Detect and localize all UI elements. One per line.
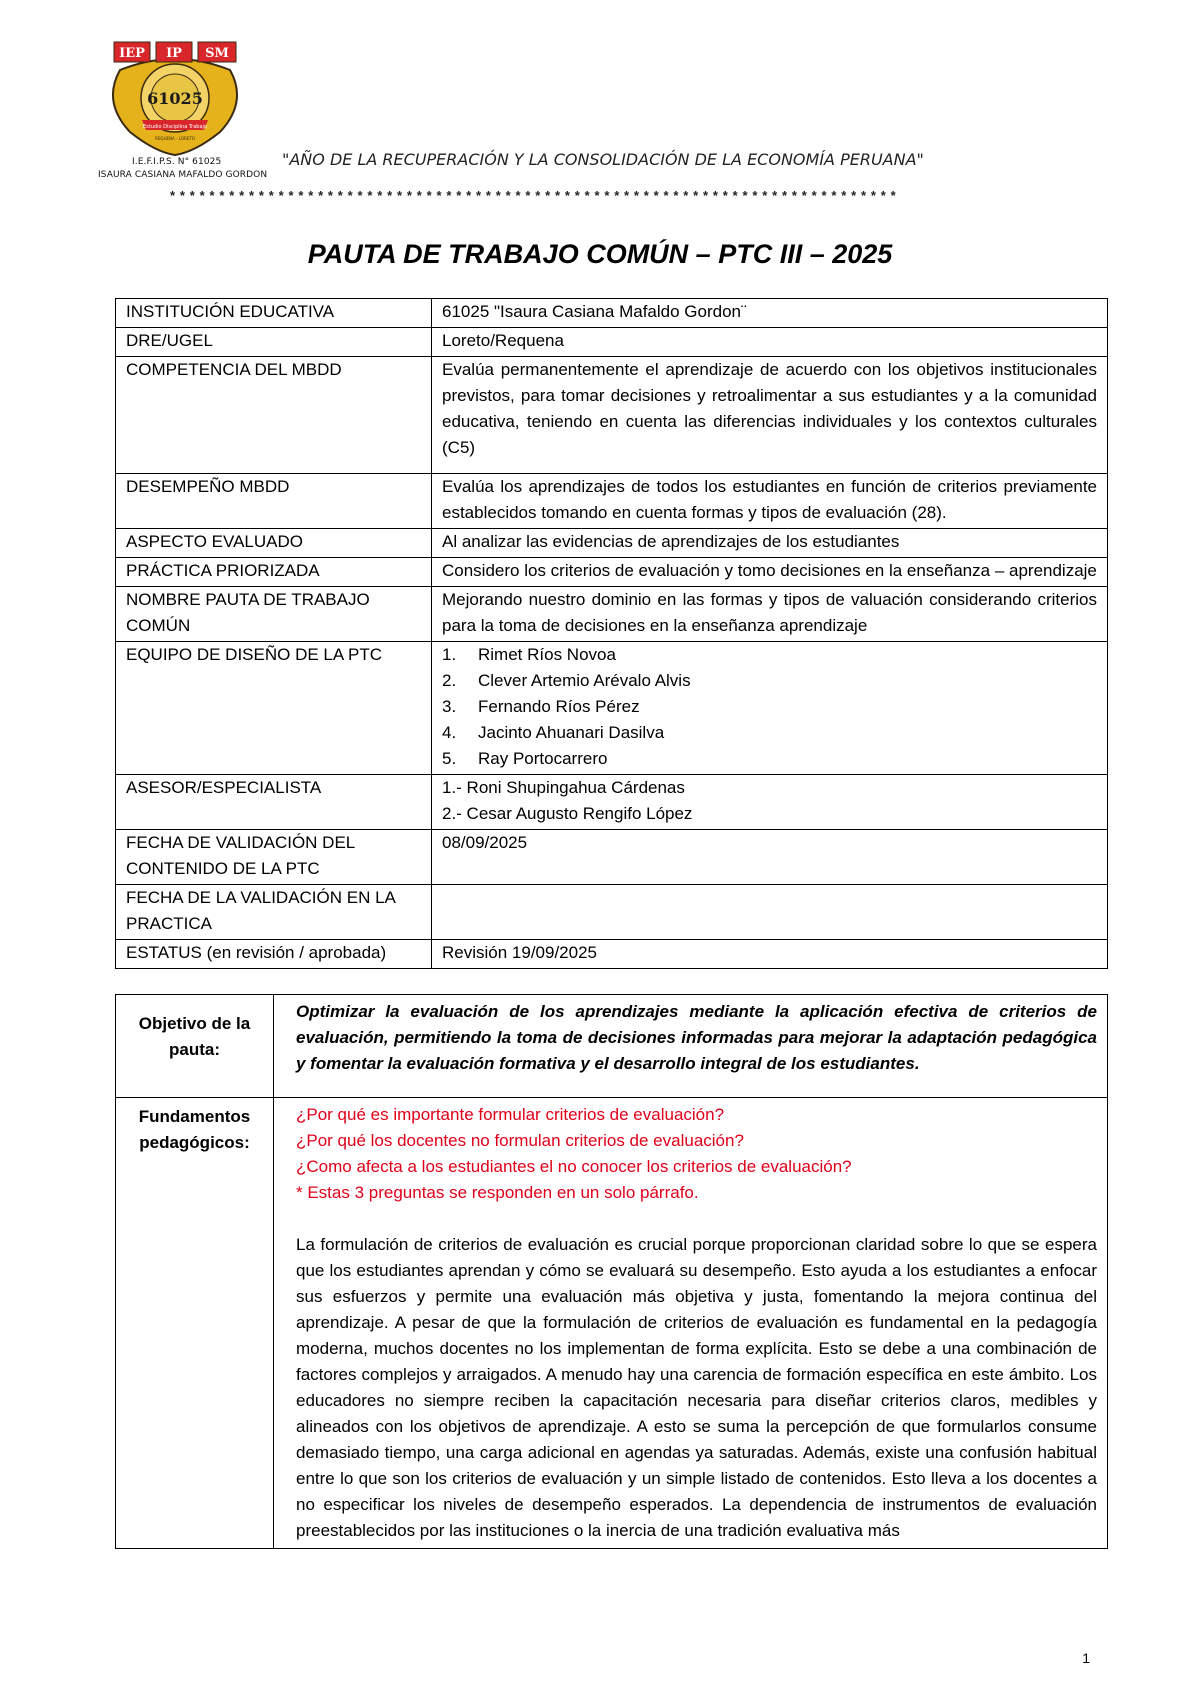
foundations-cell (274, 1098, 1108, 1549)
team-member-name: Fernando Ríos Pérez (478, 697, 640, 716)
table-row (116, 587, 1108, 642)
objective-cell (274, 995, 1108, 1098)
nombre-label: NOMBRE PAUTA DE TRABAJO COMÚN (116, 587, 432, 642)
table-row (116, 940, 1108, 969)
list-item (442, 694, 1097, 720)
svg-text:61025: 61025 (147, 89, 203, 108)
document-title: PAUTA DE TRABAJO COMÚN – PTC III – 2025 (307, 239, 893, 269)
svg-text:REQUENA - LORETO: REQUENA - LORETO (155, 136, 195, 141)
svg-text:Estudio Disciplina Trabajo: Estudio Disciplina Trabajo (143, 124, 207, 130)
school-crest-icon (100, 40, 250, 158)
svg-text:SM: SM (205, 46, 229, 61)
table-row (116, 474, 1108, 529)
list-item (442, 668, 1097, 694)
competencia-label: COMPETENCIA DEL MBDD (116, 357, 432, 474)
table-row (116, 775, 1108, 830)
table-row (116, 830, 1108, 885)
team-list (442, 642, 1097, 772)
list-number: 1. (442, 645, 457, 664)
objective-text: Optimizar la evaluación de los aprendizajes mediante la aplicación efectiva de criterios de evaluación, permitiendo la toma de decisiones informadas para mejorar la adaptación pedagógica y fomentar la evaluación formativa y el desarrollo integral de los estudiantes. (296, 1002, 1097, 1073)
table-row (116, 299, 1108, 328)
asesor-name: 2.- Cesar Augusto Rengifo López (442, 804, 693, 823)
dre-label: DRE/UGEL (116, 328, 432, 357)
objective-table (115, 994, 1108, 1549)
dre-value: Loreto/Requena (432, 328, 1108, 357)
team-member-name: Clever Artemio Arévalo Alvis (478, 671, 691, 690)
list-number: 5. (442, 749, 457, 768)
institution-label: INSTITUCIÓN EDUCATIVA (116, 299, 432, 328)
table-row (116, 558, 1108, 587)
institution-name: ISAURA CASIANA MAFALDO GORDON (98, 170, 268, 180)
desempeno-label: DESEMPEÑO MBDD (116, 474, 432, 529)
table-row (116, 357, 1108, 474)
fecha-contenido-value: 08/09/2025 (432, 830, 1108, 885)
estatus-label: ESTATUS (en revisión / aprobada) (116, 940, 432, 969)
institution-value: 61025 "Isaura Casiana Mafaldo Gordon¨ (432, 299, 1108, 328)
foundations-label: Fundamentos pedagógicos: (116, 1098, 274, 1549)
ptc-info-table (115, 298, 1108, 969)
asterisk-separator: * * * * * * * * * * * * * * * * * * * * * * * * * * * * * * * * * * * * * * * * * * * * * * * * * * * * * * * * * * * * * * * * * * * * * * * * * * (170, 188, 897, 203)
competencia-value: Evalúa permanentemente el aprendizaje de acuerdo con los objetivos institucionales previstos, para tomar decisiones y retroalimentar a sus estudiantes y a la comunidad educativa, teniendo en cuenta las diferencias individuales y los contextos culturales (C5) (432, 357, 1108, 474)
team-member-name: Ray Portocarrero (478, 749, 608, 768)
year-motto: "AÑO DE LA RECUPERACIÓN Y LA CONSOLIDACIÓN DE LA ECONOMÍA PERUANA" (282, 150, 924, 169)
asesor-label: ASESOR/ESPECIALISTA (116, 775, 432, 830)
foundations-paragraph: La formulación de criterios de evaluación es crucial porque proporcionan claridad sobre lo que se espera que los estudiantes aprendan y cómo se evaluará su desempeño. Esto ayuda a los estudiantes a enfocar sus esfuerzos y permite una evaluación más objetiva y justa, fomentando la mejora continua del aprendizaje. A pesar de que la formulación de criterios de evaluación es fundamental en la pedagogía moderna, muchos docentes no los implementan de forma explícita. Esto se debe a una combinación de factores complejos y arraigados. A menudo hay una carencia de formación específica en este ámbito. Los educadores no siempre reciben la capacitación necesaria para diseñar criterios claros, medibles y alineados con los objetivos de aprendizaje. A esto se suma la percepción de que formularlos consume demasiado tiempo, una carga adicional en agendas ya saturadas. Además, existe una confusión habitual entre lo que son los criterios de evaluación y un simple listado de contenidos. Esto lleva a los docentes a no especificar los niveles de desempeño esperados. La dependencia de instrumentos de evaluación preestablecidos por las instituciones o la inercia de una tradición evaluativa más (296, 1235, 1097, 1540)
svg-text:IP: IP (166, 46, 182, 61)
list-item (442, 720, 1097, 746)
list-number: 3. (442, 697, 457, 716)
table-row (116, 995, 1108, 1098)
nombre-value: Mejorando nuestro dominio en las formas y tipos de valuación considerando criterios para la toma de decisiones en la enseñanza aprendizaje (432, 587, 1108, 642)
list-number: 4. (442, 723, 457, 742)
table-row (116, 328, 1108, 357)
estatus-value: Revisión 19/09/2025 (432, 940, 1108, 969)
asesor-value (432, 775, 1108, 830)
fecha-contenido-label: FECHA DE VALIDACIÓN DEL CONTENIDO DE LA PTC (116, 830, 432, 885)
desempeno-value: Evalúa los aprendizajes de todos los estudiantes en función de criterios previamente establecidos tomando en cuenta formas y tipos de evaluación (28). (432, 474, 1108, 529)
list-number: 2. (442, 671, 457, 690)
asesor-name: 1.- Roni Shupingahua Cárdenas (442, 778, 685, 797)
practica-value: Considero los criterios de evaluación y tomo decisiones en la enseñanza – aprendizaje (432, 558, 1108, 587)
svg-text:IEP: IEP (119, 46, 145, 61)
equipo-value (432, 642, 1108, 775)
list-item (442, 642, 1097, 668)
institution-code: I.E.F.I.P.S. N° 61025 (132, 157, 222, 167)
equipo-label: EQUIPO DE DISEÑO DE LA PTC (116, 642, 432, 775)
table-row (116, 529, 1108, 558)
table-row (116, 1098, 1108, 1549)
answer-note: * Estas 3 preguntas se responden en un solo párrafo. (296, 1183, 699, 1202)
school-logo (100, 40, 250, 158)
aspecto-value: Al analizar las evidencias de aprendizajes de los estudiantes (432, 529, 1108, 558)
fecha-practica-label: FECHA DE LA VALIDACIÓN EN LA PRACTICA (116, 885, 432, 940)
team-member-name: Rimet Ríos Novoa (478, 645, 616, 664)
table-row (116, 642, 1108, 775)
objective-label: Objetivo de la pauta: (116, 995, 274, 1098)
practica-label: PRÁCTICA PRIORIZADA (116, 558, 432, 587)
guiding-question: ¿Como afecta a los estudiantes el no conocer los criterios de evaluación? (296, 1157, 852, 1176)
fecha-practica-value (432, 885, 1108, 940)
guiding-question: ¿Por qué los docentes no formulan criterios de evaluación? (296, 1131, 744, 1150)
page-number: 1 (1082, 1650, 1090, 1666)
table-row (116, 885, 1108, 940)
aspecto-label: ASPECTO EVALUADO (116, 529, 432, 558)
team-member-name: Jacinto Ahuanari Dasilva (478, 723, 665, 742)
guiding-question: ¿Por qué es importante formular criterios de evaluación? (296, 1105, 725, 1124)
list-item (442, 746, 1097, 772)
